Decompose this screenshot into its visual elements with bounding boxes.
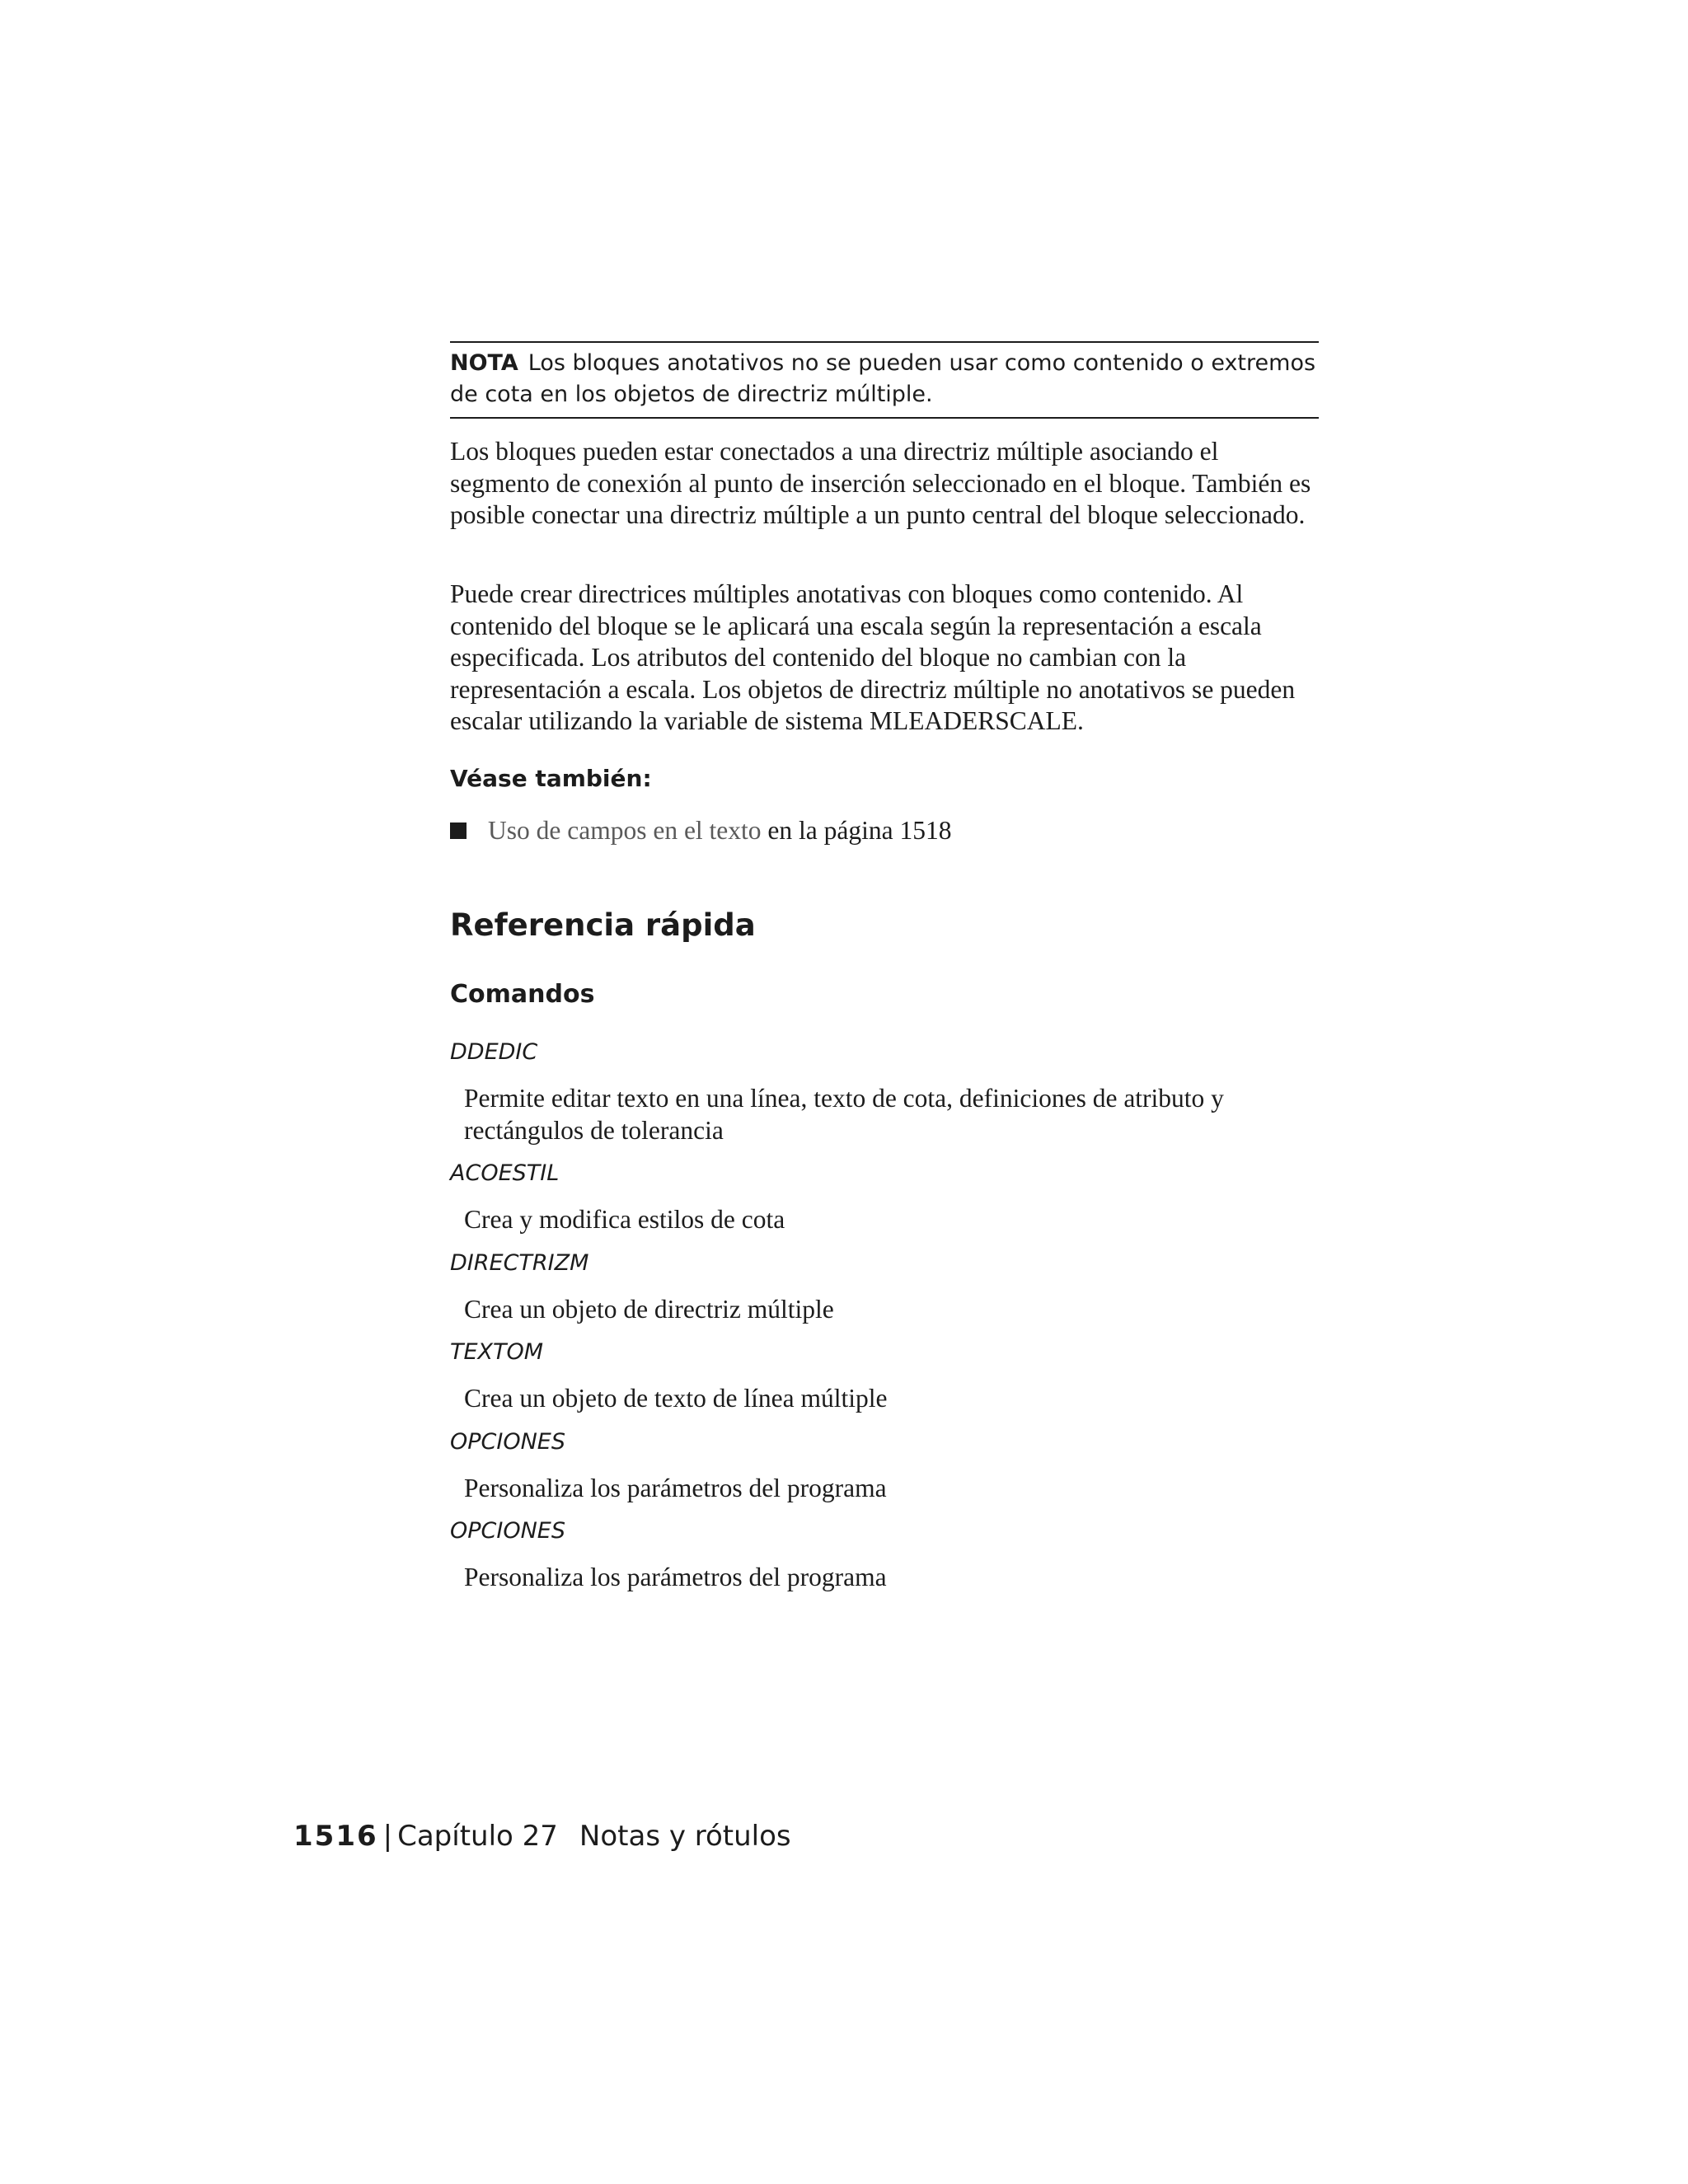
subsection-title: Comandos [450,980,595,1009]
command-name[interactable]: TEXTOM [450,1339,544,1365]
command-description: Personaliza los parámetros del programa [464,1563,887,1591]
square-bullet-icon [450,823,467,839]
page-number: 1516 [293,1820,378,1853]
command-description: Personaliza los parámetros del programa [464,1473,887,1502]
command-description: Crea y modifica estilos de cota [464,1205,785,1234]
command-name[interactable]: DIRECTRIZM [450,1249,589,1276]
see-also-link[interactable]: Uso de campos en el texto [488,816,762,845]
note-text: Los bloques anotativos no se pueden usar como contenido o extremos de cota en los objetos de directriz múltiple. [450,350,1316,407]
commands-list [450,1037,1332,1594]
note-label: NOTA [450,350,518,376]
section-title: Referencia rápida [450,907,756,943]
command-name[interactable]: OPCIONES [450,1518,565,1544]
body-paragraph-1: Los bloques pueden estar conectados a una directriz múltiple asociando el segmento de conexión al punto de inserción seleccionado en el bloque. También es posible conectar una directriz múltiple a un punto central del bloque seleccionado. [450,437,1311,529]
body-paragraph-2: Puede crear directrices múltiples anotativas con bloques como contenido. Al contenido del bloque se le aplicará una escala según la representación a escala especificada. Los atributos del contenido del bloque no cambian con la representación a escala. Los objetos de directriz múltiple no anotativos se pueden escalar utilizando la variable de sistema MLEADERSCALE. [450,579,1296,735]
command-description: Permite editar texto en una línea, texto de cota, definiciones de atributo y rectángulos de tolerancia [464,1084,1224,1145]
command-name[interactable]: ACOESTIL [450,1160,560,1186]
footer-separator: | [382,1820,393,1853]
command-description: Crea un objeto de directriz múltiple [464,1294,834,1324]
footer-chapter: Capítulo 27 [397,1820,558,1853]
command-name[interactable]: DDEDIC [450,1039,538,1065]
see-also-page-ref: en la página 1518 [761,816,952,845]
footer-chapter-title: Notas y rótulos [579,1820,791,1853]
note-box [450,341,1319,419]
page-footer [293,1817,791,1855]
command-name[interactable]: OPCIONES [450,1428,565,1455]
see-also-item [450,814,1324,847]
see-also-heading: Véase también: [450,765,652,792]
command-description: Crea un objeto de texto de línea múltiple [464,1384,888,1413]
